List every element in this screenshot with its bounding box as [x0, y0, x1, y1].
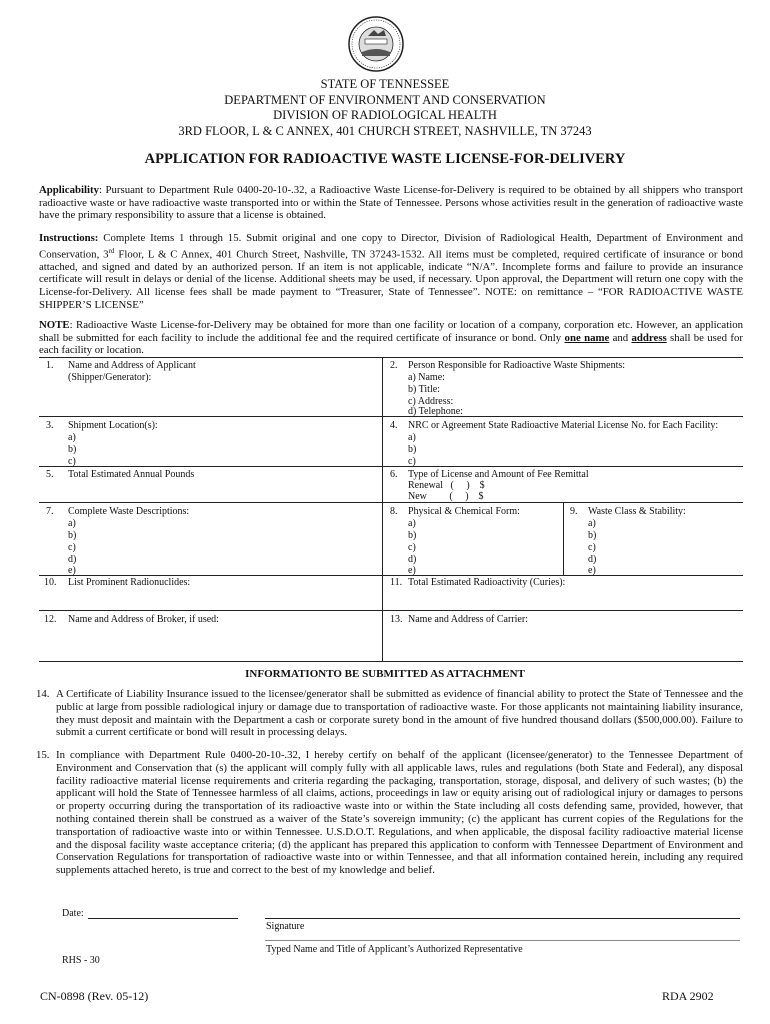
field-7-item-d[interactable]: d) [68, 554, 77, 565]
field-9-item-c[interactable]: c) [588, 542, 596, 553]
note-text-a: : Radioactive Waste License-for-Delivery may be obtained for more than one facility or location of a company, corporation etc. However, an application shall be submitted for each facility to include the additional fee and the required certificate of insurance or bond. Only [39, 319, 743, 344]
field-9-label[interactable]: Waste Class & Stability: [588, 506, 686, 517]
field-9-item-e[interactable]: e) [588, 565, 596, 576]
item-14-text: A Certificate of Liability Insurance issued to the licensee/generator shall be submitted as evidence of financial ability to protect the State of Tennessee and the public at large from possible radiological injury or damage due to transportation of radioactive waste. For those applicants not maintaining liability insurance, they must deposit and maintain with the Department a cash or corporate surety bond in the amount of five hundred thousand dollars ($500,000.00). Failure to submit a current certificate or bond will result in processing delays. [56, 688, 743, 739]
field-6-new-option[interactable]: New ( ) $ [408, 491, 484, 502]
field-2-address[interactable]: c) Address: [408, 396, 454, 407]
rhs-code: RHS - 30 [62, 955, 100, 966]
field-6-label: Type of License and Amount of Fee Remittal [408, 469, 589, 480]
field-7-label[interactable]: Complete Waste Descriptions: [68, 506, 190, 517]
field-13-number: 13. [390, 614, 403, 625]
field-2-label[interactable]: Person Responsible for Radioactive Waste Shipments: [408, 360, 626, 371]
typed-name-field[interactable] [265, 940, 740, 941]
field-2-telephone[interactable]: d) Telephone: [408, 406, 463, 417]
field-8-item-e[interactable]: e) [408, 565, 416, 576]
header-address: 3RD FLOOR, L & C ANNEX, 401 CHURCH STREET, NASHVILLE, TN 37243 [178, 124, 592, 138]
field-2-number: 2. [390, 360, 398, 371]
field-2-title[interactable]: b) Title: [408, 384, 440, 395]
field-8-item-a[interactable]: a) [408, 518, 416, 529]
field-12-number: 12. [44, 614, 57, 625]
instructions-text-b: Floor, L & C Annex, 401 Church Street, Nashville, TN 37243-1532. All items must be completed, required certificate of insurance or bond attached, and signed and dated by an authorized person. If an item is not applicable, indicate “N/A”. Incomplete forms and failure to provide an insurance certificate will result in delays or denial of the license. Additional sheets may be used, if necessary. Upon approval, the Department will return one copy with the License-for-Delivery. All license fees shall be made payment to “Treasurer, State of Tennessee”. NOTE: on remittance – “FOR RADIOACTIVE WASTE SHIPPER’S LICENSE” [39, 248, 743, 311]
page-title: APPLICATION FOR RADIOACTIVE WASTE LICENSE-FOR-DELIVERY [144, 151, 626, 167]
field-13-label[interactable]: Name and Address of Carrier: [408, 614, 528, 625]
item-15-number: 15. [36, 749, 50, 761]
field-1-sublabel: (Shipper/Generator): [68, 372, 152, 383]
date-field[interactable] [88, 918, 238, 919]
applicability-paragraph [39, 184, 743, 222]
field-1-number: 1. [46, 360, 54, 371]
form-rule [39, 502, 743, 503]
field-8-label[interactable]: Physical & Chemical Form: [408, 506, 520, 517]
header-department: DEPARTMENT OF ENVIRONMENT AND CONSERVATION [224, 93, 546, 107]
field-5-number: 5. [46, 469, 54, 480]
form-bottom-rule [39, 661, 743, 662]
field-6-number: 6. [390, 469, 398, 480]
field-5-label[interactable]: Total Estimated Annual Pounds [68, 469, 195, 480]
field-8-item-b[interactable]: b) [408, 530, 417, 541]
item-14-number: 14. [36, 688, 50, 700]
field-7-item-e[interactable]: e) [68, 565, 76, 576]
field-9-number: 9. [570, 506, 578, 517]
note-label: NOTE [39, 319, 70, 331]
form-rule [39, 575, 743, 576]
field-8-number: 8. [390, 506, 398, 517]
field-3-label[interactable]: Shipment Location(s): [68, 420, 158, 431]
field-7-item-a[interactable]: a) [68, 518, 76, 529]
seal-icon [348, 16, 404, 72]
field-8-item-c[interactable]: c) [408, 542, 416, 553]
field-3-item-c[interactable]: c) [68, 456, 76, 467]
form-rule [39, 416, 743, 417]
field-10-label[interactable]: List Prominent Radionuclides: [68, 577, 191, 588]
field-4-item-b[interactable]: b) [408, 444, 417, 455]
note-paragraph [39, 319, 743, 357]
header-state: STATE OF TENNESSEE [320, 77, 450, 91]
typed-name-label: Typed Name and Title of Applicant’s Authorized Representative [266, 944, 523, 955]
field-4-item-c[interactable]: c) [408, 456, 416, 467]
field-1-label[interactable]: Name and Address of Applicant [68, 360, 196, 371]
field-4-number: 4. [390, 420, 398, 431]
header-division: DIVISION OF RADIOLOGICAL HEALTH [273, 108, 497, 122]
attachment-heading: INFORMATIONTO BE SUBMITTED AS ATTACHMENT [245, 668, 525, 680]
field-11-number: 11. [390, 577, 403, 588]
note-text-b: shall be used for each facility or location. [39, 331, 743, 357]
field-7-item-b[interactable]: b) [68, 530, 77, 541]
field-3-item-a[interactable]: a) [68, 432, 76, 443]
field-7-number: 7. [46, 506, 54, 517]
field-9-item-a[interactable]: a) [588, 518, 596, 529]
instructions-text-a: Complete Items 1 through 15. Submit original and one copy to Director, Division of Radiological Health, Department of Environment and Conservation, 3 [39, 232, 743, 261]
field-4-label[interactable]: NRC or Agreement State Radioactive Material License No. for Each Facility: [408, 420, 719, 431]
instructions-label: Instructions: [39, 232, 99, 244]
field-3-number: 3. [46, 420, 54, 431]
field-2-name[interactable]: a) Name: [408, 372, 445, 383]
item-15 [36, 749, 743, 877]
note-emphasis-address: address [631, 331, 667, 344]
date-label: Date: [62, 908, 84, 919]
applicability-label: Applicability [39, 184, 99, 196]
field-11-label[interactable]: Total Estimated Radioactivity (Curies): [408, 577, 566, 588]
item-15-text: In compliance with Department Rule 0400-20-10-.32, I hereby certify on behalf of the applicant (licensee/generator) to the Tennessee Department of Environment and Conservation that (s) the applicant will comply fully with all applicable laws, rules and regulations (both State and Federal), any disposal facility radioactive material license requirements and criteria regarding the packaging, transportation, storage, disposal, and delivery of such wastes; (b) the applicant will hold the State of Tennessee harmless of all claims, actions, proceedings in law or equity arising out of radiological injury or damages to persons or property occurring during the transportation of its radioactive waste into or within the State including all costs defending same, provided, however, that nothing contained therein shall be construed as a waiver of the State’s sovereign immunity; (c) the applicant has current copies of the Regulations for the transportation of radioactive waste into or within Tennessee. U.S.D.O.T. Regulations, and when applicable, the disposal facility radioactive material license and the disposal facility waste acceptance criteria; (d) the applicant has prepared this application to conform with Tennessee Department of Environment and Conservation Regulations for transportation of radioactive waste into or within Tennessee, and that all information contained herein, including any required supplements attached hereto, is true and correct to the best of my knowledge and belief. [56, 749, 743, 877]
field-10-number: 10. [44, 577, 57, 588]
note-and: and [609, 331, 632, 344]
field-9-item-d[interactable]: d) [588, 554, 597, 565]
signature-label: Signature [266, 921, 305, 932]
form-rule [39, 466, 743, 467]
field-4-item-a[interactable]: a) [408, 432, 416, 443]
form-top-rule [39, 357, 743, 358]
form-rule [39, 610, 743, 611]
applicability-text: : Pursuant to Department Rule 0400-20-10-.32, a Radioactive Waste License-for-Delivery is required to be obtained by all shippers who transport radioactive waste or have radioactive waste transported into or within the State of Tennessee. Persons whose activities result in the generation of radioactive waste have the primary responsibility to assure that a license is obtained. [39, 184, 743, 222]
instructions-paragraph [39, 232, 743, 311]
field-7-item-c[interactable]: c) [68, 542, 76, 553]
form-center-divider [382, 357, 383, 662]
state-seal [348, 16, 404, 72]
item-14 [36, 688, 743, 739]
form-field9-divider [563, 502, 564, 575]
form-number: CN-0898 (Rev. 05-12) [40, 989, 149, 1003]
rda-number: RDA 2902 [662, 989, 714, 1003]
signature-field[interactable] [265, 918, 740, 919]
field-3-item-b[interactable]: b) [68, 444, 77, 455]
field-8-item-d[interactable]: d) [408, 554, 417, 565]
field-9-item-b[interactable]: b) [588, 530, 597, 541]
field-6-renewal-option[interactable]: Renewal ( ) $ [408, 480, 485, 491]
instructions-sup: rd [108, 246, 115, 255]
field-12-label[interactable]: Name and Address of Broker, if used: [68, 614, 219, 625]
note-emphasis-name: one name [564, 331, 610, 344]
